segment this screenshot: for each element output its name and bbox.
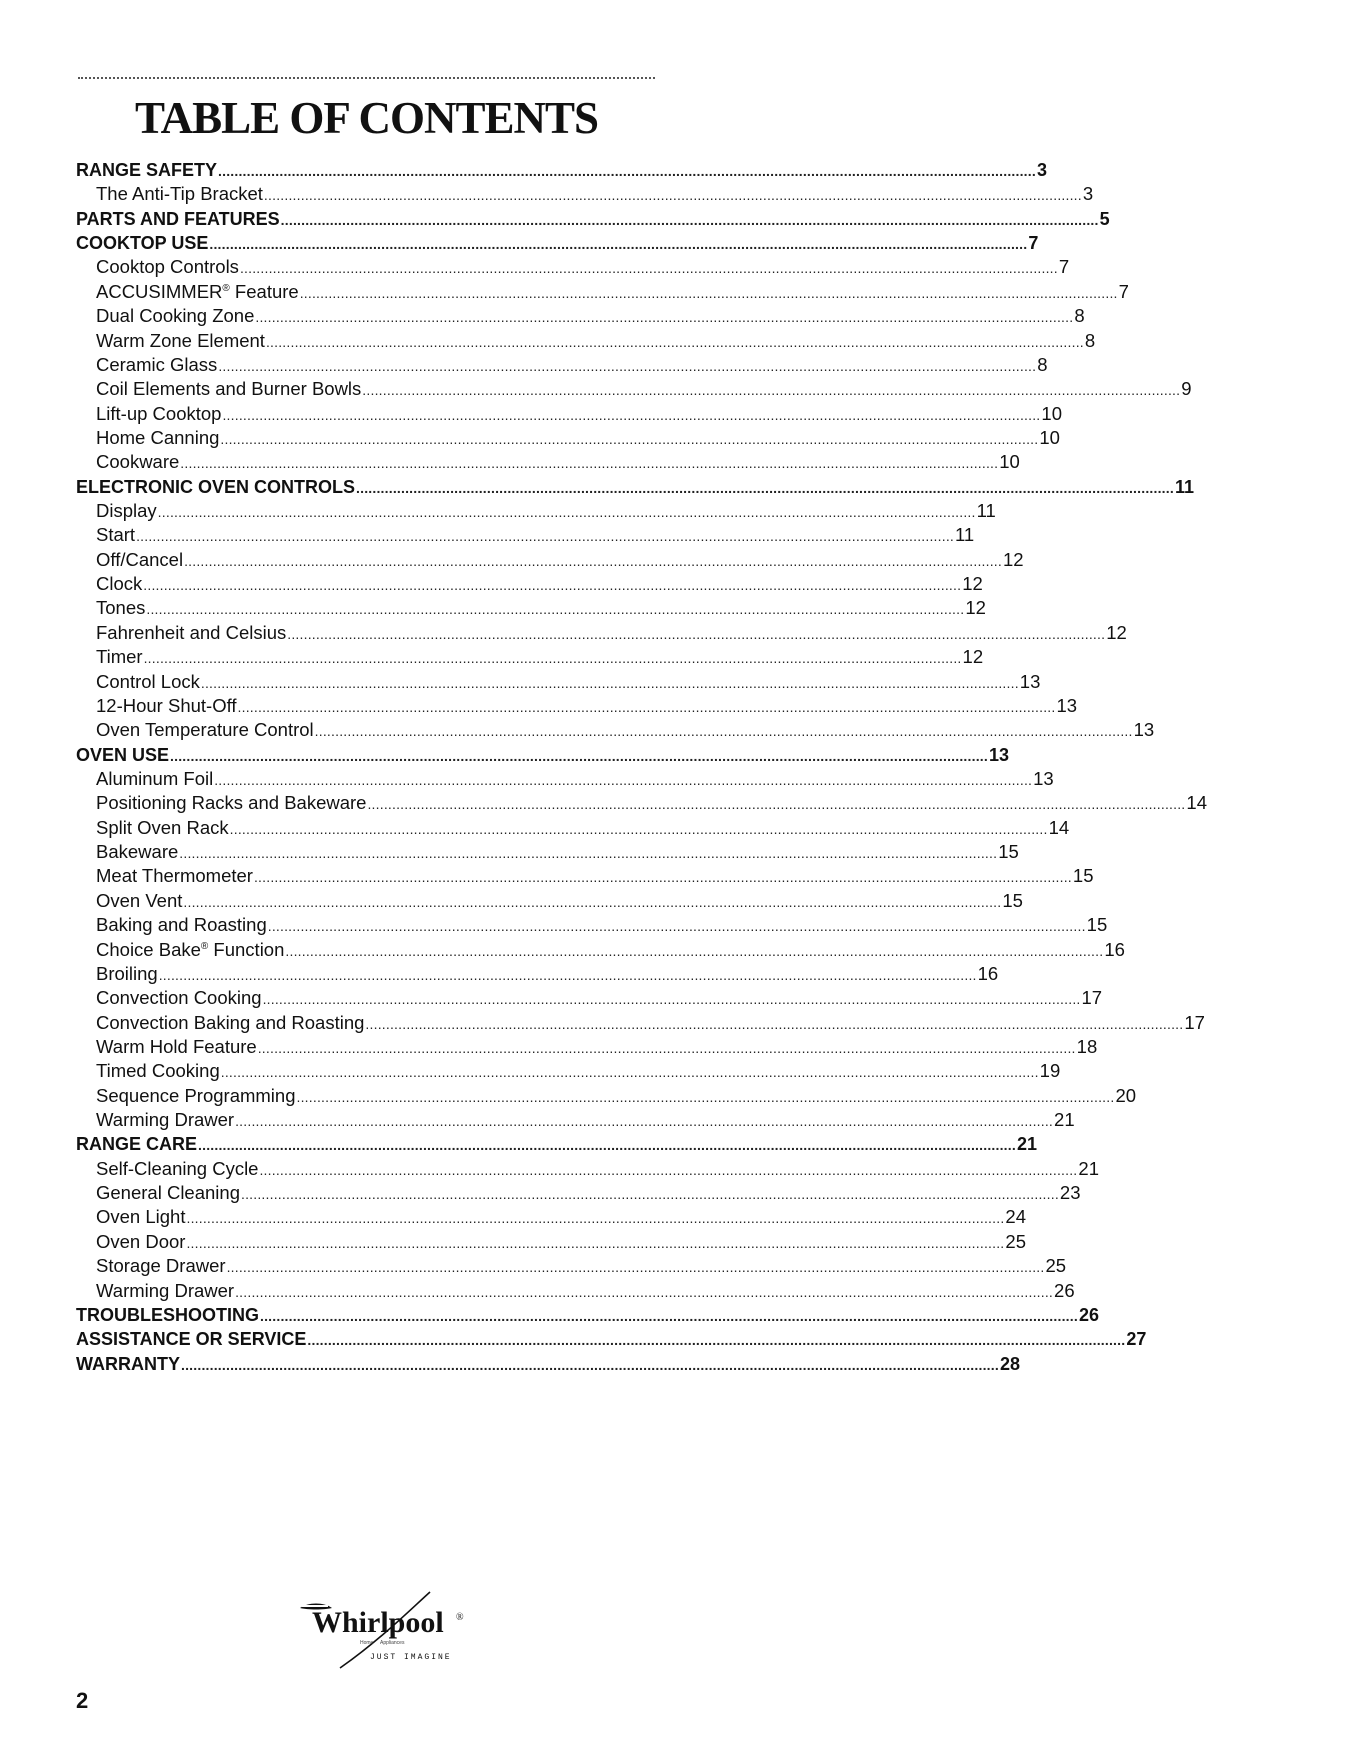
toc-entry-page: 15 (1002, 889, 1023, 911)
toc-entry-page: 28 (999, 1353, 1020, 1374)
toc-entry-label: Off/Cancel (96, 548, 184, 570)
dot-leader: ........................................................................................................................................................................................................ (239, 260, 1058, 277)
toc-entry-label: Cookware (96, 451, 180, 473)
toc-subsection (76, 962, 999, 986)
toc-entry-label: Cooktop Controls (96, 256, 239, 278)
toc-entry-page: 5 (1099, 208, 1110, 229)
dot-leader: ........................................................................................................................................................................................................ (157, 504, 976, 521)
toc-subsection (76, 280, 1129, 304)
toc-subsection (76, 694, 1078, 718)
toc-entry-label: Bakeware (96, 841, 179, 863)
toc-entry-page: 8 (1074, 305, 1085, 327)
toc-entry-label: Oven Door (96, 1230, 186, 1252)
toc-entry-page: 15 (1086, 914, 1108, 936)
toc-entry-page: 17 (1184, 1011, 1205, 1033)
dot-leader: ........................................................................................................................................................................................................ (257, 1039, 1076, 1056)
dot-leader: ........................................................................................................................................................................................................ (356, 479, 1174, 496)
toc-entry-page: 12 (1106, 621, 1127, 643)
dot-leader: ........................................................................................................................................................................................................ (265, 333, 1084, 350)
toc-subsection (76, 572, 983, 596)
toc-section (76, 743, 1009, 767)
dot-leader: ........................................................................................................................................................................................................ (143, 650, 962, 667)
toc-entry-label: Oven Temperature Control (96, 719, 314, 741)
toc-entry-page: 16 (977, 962, 999, 984)
toc-entry-page: 12 (962, 573, 983, 595)
toc-entry-label: OVEN USE (76, 744, 170, 765)
toc-entry-page: 17 (1081, 987, 1103, 1009)
dot-leader: ........................................................................................................................................................................................................ (198, 1137, 1016, 1154)
dot-leader: ........................................................................................................................................................................................................ (220, 430, 1039, 447)
toc-entry-label: Choice Bake® Function (96, 938, 285, 960)
toc-entry-label: RANGE SAFETY (76, 160, 218, 180)
toc-subsection (76, 938, 1125, 962)
toc-entry-page: 7 (1028, 233, 1039, 254)
dot-leader: ........................................................................................................................................................................................................ (253, 869, 1072, 886)
toc-entry-label: Display (96, 500, 157, 522)
toc-entry-page: 8 (1037, 353, 1048, 375)
toc-entry-page: 11 (976, 500, 996, 522)
toc-entry-label: Convection Cooking (96, 987, 262, 1009)
toc-entry-page: 10 (1041, 402, 1062, 424)
dot-leader: ........................................................................................................................................................................................................ (184, 552, 1002, 569)
toc-entry-label: Baking and Roasting (96, 914, 267, 936)
toc-entry-label: Convection Baking and Roasting (96, 1011, 365, 1033)
toc-entry-label: WARRANTY (76, 1353, 180, 1374)
dot-leader: ........................................................................................................................................................................................................ (214, 771, 1033, 788)
toc-subsection (76, 255, 1070, 279)
table-of-contents (76, 158, 1207, 1376)
toc-entry-label: Home Canning (96, 426, 220, 448)
dot-leader: ........................................................................................................................................................................................................ (267, 918, 1086, 935)
toc-subsection (76, 377, 1192, 401)
svg-text:®: ® (456, 1612, 464, 1623)
dot-leader: ........................................................................................................................................................................................................ (183, 893, 1002, 910)
toc-entry-label: Clock (96, 573, 143, 595)
toc-entry-label: The Anti-Tip Bracket (96, 183, 263, 205)
toc-subsection (76, 670, 1041, 694)
toc-entry-page: 10 (999, 451, 1020, 473)
dot-leader: ........................................................................................................................................................................................................ (263, 187, 1082, 204)
toc-section (76, 1303, 1099, 1327)
toc-subsection (76, 450, 1020, 474)
dot-leader: ........................................................................................................................................................................................................ (262, 991, 1081, 1008)
dot-leader: ........................................................................................................................................................................................................ (226, 1259, 1045, 1276)
svg-text:Home: Home (360, 1640, 374, 1646)
toc-entry-page: 13 (1056, 694, 1078, 716)
toc-subsection (76, 402, 1062, 426)
dot-leader: ........................................................................................................................................................................................................ (260, 1307, 1078, 1324)
toc-subsection (76, 840, 1019, 864)
toc-subsection (76, 1108, 1075, 1132)
toc-entry-page: 13 (1033, 767, 1054, 789)
toc-entry-label: Start (96, 524, 136, 546)
top-dotted-rule (78, 77, 655, 79)
dot-leader: ........................................................................................................................................................................................................ (365, 1015, 1184, 1032)
dot-leader: ........................................................................................................................................................................................................ (220, 1064, 1039, 1081)
dot-leader: ........................................................................................................................................................................................................ (186, 1234, 1005, 1251)
dot-leader: ........................................................................................................................................................................................................ (237, 698, 1056, 715)
page-number: 2 (76, 1688, 89, 1713)
toc-subsection (76, 548, 1024, 572)
toc-entry-label: Fahrenheit and Celsius (96, 621, 287, 643)
toc-subsection (76, 1205, 1026, 1229)
toc-entry-label: TROUBLESHOOTING (76, 1304, 259, 1325)
dot-leader: ........................................................................................................................................................................................................ (240, 1186, 1059, 1203)
toc-entry-label: Dual Cooking Zone (96, 305, 255, 327)
toc-subsection (76, 304, 1085, 328)
toc-entry-page: 20 (1115, 1084, 1137, 1106)
toc-entry-label: Warm Hold Feature (96, 1035, 257, 1057)
toc-entry-page: 8 (1084, 329, 1096, 351)
toc-entry-page: 16 (1104, 938, 1125, 960)
toc-entry-label: Positioning Racks and Bakeware (96, 792, 367, 814)
dot-leader: ........................................................................................................................................................................................................ (200, 674, 1019, 691)
toc-section (76, 1327, 1147, 1351)
toc-section (76, 1352, 1020, 1376)
toc-entry-page: 26 (1054, 1279, 1075, 1301)
toc-subsection (76, 1084, 1137, 1108)
toc-entry-label: ASSISTANCE OR SERVICE (76, 1329, 307, 1350)
toc-subsection (76, 621, 1127, 645)
toc-entry-page: 15 (998, 841, 1019, 863)
dot-leader: ........................................................................................................................................................................................................ (287, 625, 1106, 642)
dot-leader: ........................................................................................................................................................................................................ (158, 966, 977, 983)
dot-leader: ........................................................................................................................................................................................................ (218, 163, 1036, 179)
dot-leader: ........................................................................................................................................................................................................ (285, 942, 1104, 959)
dot-leader: ........................................................................................................................................................................................................ (170, 747, 988, 764)
toc-entry-label: Lift-up Cooktop (96, 402, 222, 424)
dot-leader: ........................................................................................................................................................................................................ (179, 845, 998, 862)
toc-subsection (76, 1059, 1061, 1083)
dot-leader: ........................................................................................................................................................................................................ (181, 1356, 999, 1373)
toc-entry-page: 12 (965, 597, 986, 619)
toc-subsection (76, 986, 1103, 1010)
toc-entry-label: Oven Vent (96, 889, 183, 911)
dot-leader: ........................................................................................................................................................................................................ (235, 1283, 1054, 1300)
dot-leader: ........................................................................................................................................................................................................ (218, 357, 1037, 374)
toc-entry-label: Warming Drawer (96, 1109, 235, 1131)
toc-section (76, 158, 1047, 182)
toc-entry-label: Storage Drawer (96, 1255, 226, 1277)
toc-entry-page: 25 (1005, 1230, 1026, 1252)
toc-subsection (76, 889, 1023, 913)
toc-subsection (76, 523, 975, 547)
toc-entry-page: 24 (1005, 1206, 1026, 1228)
toc-entry-label: Ceramic Glass (96, 353, 218, 375)
toc-subsection (76, 767, 1054, 791)
toc-entry-label: Coil Elements and Burner Bowls (96, 378, 362, 400)
toc-entry-page: 7 (1058, 256, 1070, 278)
toc-entry-page: 19 (1039, 1060, 1061, 1082)
toc-subsection (76, 645, 984, 669)
toc-subsection (76, 1230, 1026, 1254)
toc-entry-page: 7 (1118, 280, 1129, 302)
toc-entry-label: Meat Thermometer (96, 865, 253, 887)
svg-text:Whirlpool: Whirlpool (312, 1606, 444, 1639)
toc-subsection (76, 1279, 1075, 1303)
toc-subsection (76, 1011, 1205, 1035)
toc-subsection (76, 1157, 1099, 1181)
toc-entry-page: 21 (1054, 1109, 1075, 1131)
toc-entry-page: 12 (1003, 548, 1024, 570)
toc-entry-label: Split Oven Rack (96, 816, 229, 838)
toc-entry-label: RANGE CARE (76, 1134, 198, 1155)
dot-leader: ........................................................................................................................................................................................................ (222, 406, 1041, 423)
toc-entry-label: COOKTOP USE (76, 233, 209, 254)
toc-entry-label: ACCUSIMMER® Feature (96, 280, 299, 302)
dot-leader: ........................................................................................................................................................................................................ (367, 796, 1186, 813)
toc-entry-page: 18 (1076, 1035, 1098, 1057)
dot-leader: ........................................................................................................................................................................................................ (136, 528, 955, 545)
dot-leader: ........................................................................................................................................................................................................ (186, 1210, 1005, 1227)
dot-leader: ........................................................................................................................................................................................................ (180, 455, 999, 472)
dot-leader: ........................................................................................................................................................................................................ (143, 577, 962, 594)
toc-entry-label: Self-Cleaning Cycle (96, 1157, 259, 1179)
dot-leader: ........................................................................................................................................................................................................ (314, 723, 1133, 740)
toc-entry-page: 11 (1174, 476, 1194, 497)
toc-entry-label: Warm Zone Element (96, 329, 265, 351)
svg-text:JUST IMAGINE: JUST IMAGINE (370, 1653, 452, 1662)
dot-leader: ........................................................................................................................................................................................................ (296, 1088, 1115, 1105)
dot-leader: ........................................................................................................................................................................................................ (209, 236, 1028, 253)
toc-entry-page: 21 (1016, 1134, 1037, 1155)
toc-entry-label: Control Lock (96, 670, 200, 692)
toc-entry-page: 21 (1078, 1157, 1099, 1179)
toc-entry-label: Oven Light (96, 1206, 186, 1228)
toc-subsection (76, 864, 1094, 888)
toc-entry-label: Timed Cooking (96, 1060, 220, 1082)
dot-leader: ........................................................................................................................................................................................................ (235, 1113, 1054, 1130)
dot-leader: ........................................................................................................................................................................................................ (229, 820, 1048, 837)
toc-entry-page: 13 (988, 744, 1009, 765)
toc-section (76, 207, 1110, 231)
toc-entry-label: ELECTRONIC OVEN CONTROLS (76, 476, 356, 497)
toc-subsection (76, 596, 986, 620)
toc-subsection (76, 913, 1108, 937)
toc-entry-label: Timer (96, 646, 143, 668)
svg-text:Appliances: Appliances (380, 1640, 405, 1646)
toc-subsection (76, 1035, 1098, 1059)
toc-subsection (76, 329, 1096, 353)
toc-entry-page: 13 (1019, 670, 1041, 692)
toc-entry-label: Sequence Programming (96, 1084, 296, 1106)
toc-entry-label: 12-Hour Shut-Off (96, 694, 237, 716)
toc-entry-label: Warming Drawer (96, 1279, 235, 1301)
dot-leader: ........................................................................................................................................................................................................ (307, 1332, 1126, 1349)
dot-leader: ........................................................................................................................................................................................................ (255, 309, 1074, 326)
toc-subsection (76, 1181, 1081, 1205)
toc-section (76, 231, 1039, 255)
toc-entry-page: 11 (955, 524, 975, 546)
toc-subsection (76, 816, 1070, 840)
toc-entry-page: 14 (1048, 816, 1070, 838)
toc-entry-label: General Cleaning (96, 1182, 240, 1204)
toc-entry-page: 26 (1078, 1304, 1099, 1325)
dot-leader: ........................................................................................................................................................................................................ (362, 382, 1181, 399)
dot-leader: ........................................................................................................................................................................................................ (280, 211, 1099, 228)
toc-entry-page: 9 (1181, 378, 1192, 400)
toc-entry-label: Tones (96, 597, 146, 619)
toc-section (76, 475, 1194, 499)
toc-entry-page: 10 (1039, 426, 1060, 448)
toc-entry-page: 3 (1082, 183, 1094, 205)
toc-entry-label: PARTS AND FEATURES (76, 208, 280, 229)
toc-subsection (76, 499, 996, 523)
toc-entry-page: 27 (1126, 1329, 1147, 1350)
toc-entry-page: 14 (1186, 792, 1207, 814)
toc-entry-label: Aluminum Foil (96, 767, 214, 789)
toc-entry-page: 15 (1072, 865, 1094, 887)
toc-entry-page: 25 (1045, 1255, 1067, 1277)
toc-entry-page: 3 (1036, 160, 1047, 180)
dot-leader: ........................................................................................................................................................................................................ (259, 1161, 1078, 1178)
dot-leader: ........................................................................................................................................................................................................ (146, 601, 965, 618)
toc-entry-page: 12 (962, 646, 984, 668)
toc-entry-page: 23 (1059, 1182, 1081, 1204)
toc-subsection (76, 718, 1155, 742)
toc-section (76, 1132, 1037, 1156)
toc-subsection (76, 182, 1094, 206)
toc-entry-page: 13 (1133, 719, 1155, 741)
whirlpool-logo (280, 1590, 470, 1670)
toc-subsection (76, 426, 1060, 450)
toc-subsection (76, 353, 1048, 377)
toc-entry-label: Broiling (96, 962, 158, 984)
page-title: TABLE OF CONTENTS (134, 93, 599, 143)
dot-leader: ........................................................................................................................................................................................................ (299, 284, 1118, 301)
toc-subsection (76, 791, 1207, 815)
toc-subsection (76, 1254, 1067, 1278)
